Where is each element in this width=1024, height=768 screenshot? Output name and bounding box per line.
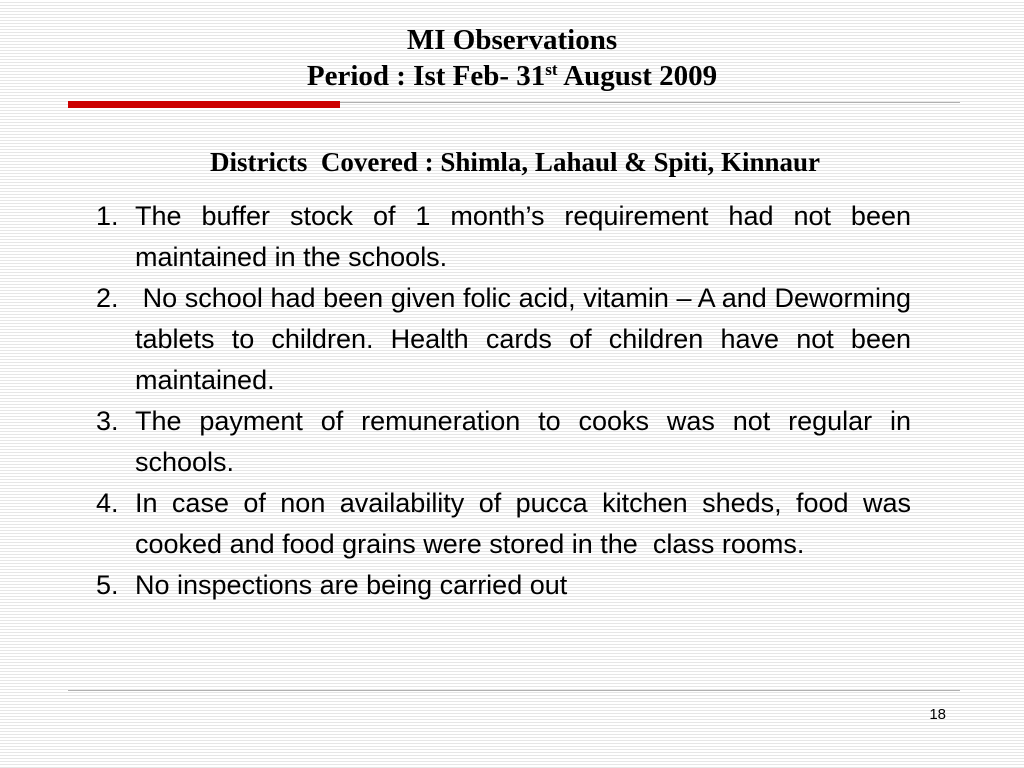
list-item-number: 2. — [96, 283, 119, 313]
slide-title — [0, 22, 1024, 94]
title-month-year: August 2009 — [557, 60, 718, 92]
list-item-text: The buffer stock of 1 month’s requirement had not been maintained in the schools. — [135, 201, 911, 272]
list-item — [96, 565, 911, 606]
list-item-number: 3. — [96, 406, 119, 436]
list-item — [96, 196, 911, 278]
list-item-text: The payment of remuneration to cooks was not regular in schools. — [135, 406, 911, 477]
title-divider-accent — [68, 101, 340, 108]
list-item — [96, 401, 911, 483]
title-period-text: Period : Ist Feb- 31 — [306, 60, 546, 92]
title-divider-line — [340, 102, 960, 103]
list-item-text: In case of non availability of pucca kitchen sheds, food was cooked and food grains were stored in the class rooms. — [135, 488, 919, 559]
list-item-number: 4. — [96, 488, 119, 518]
title-divider — [68, 101, 960, 109]
title-line-1: MI Observations — [406, 24, 618, 56]
list-item-number: 5. — [96, 570, 119, 600]
observations-list — [96, 196, 919, 606]
title-line-2 — [0, 58, 1024, 94]
list-item — [96, 483, 919, 565]
list-item — [96, 278, 919, 401]
list-item-number: 1. — [96, 201, 119, 231]
list-item-text: No inspections are being carried out — [135, 570, 568, 600]
districts-covered-heading: Districts Covered : Shimla, Lahaul & Spiti, Kinnaur — [209, 147, 821, 177]
list-item-text: No school had been given folic acid, vitamin – A and Deworming tablets to children. Health cards of children have not been maintained. — [135, 283, 919, 395]
title-date-superscript: st — [545, 60, 558, 79]
page-number: 18 — [929, 706, 946, 723]
footer-divider — [68, 690, 960, 691]
